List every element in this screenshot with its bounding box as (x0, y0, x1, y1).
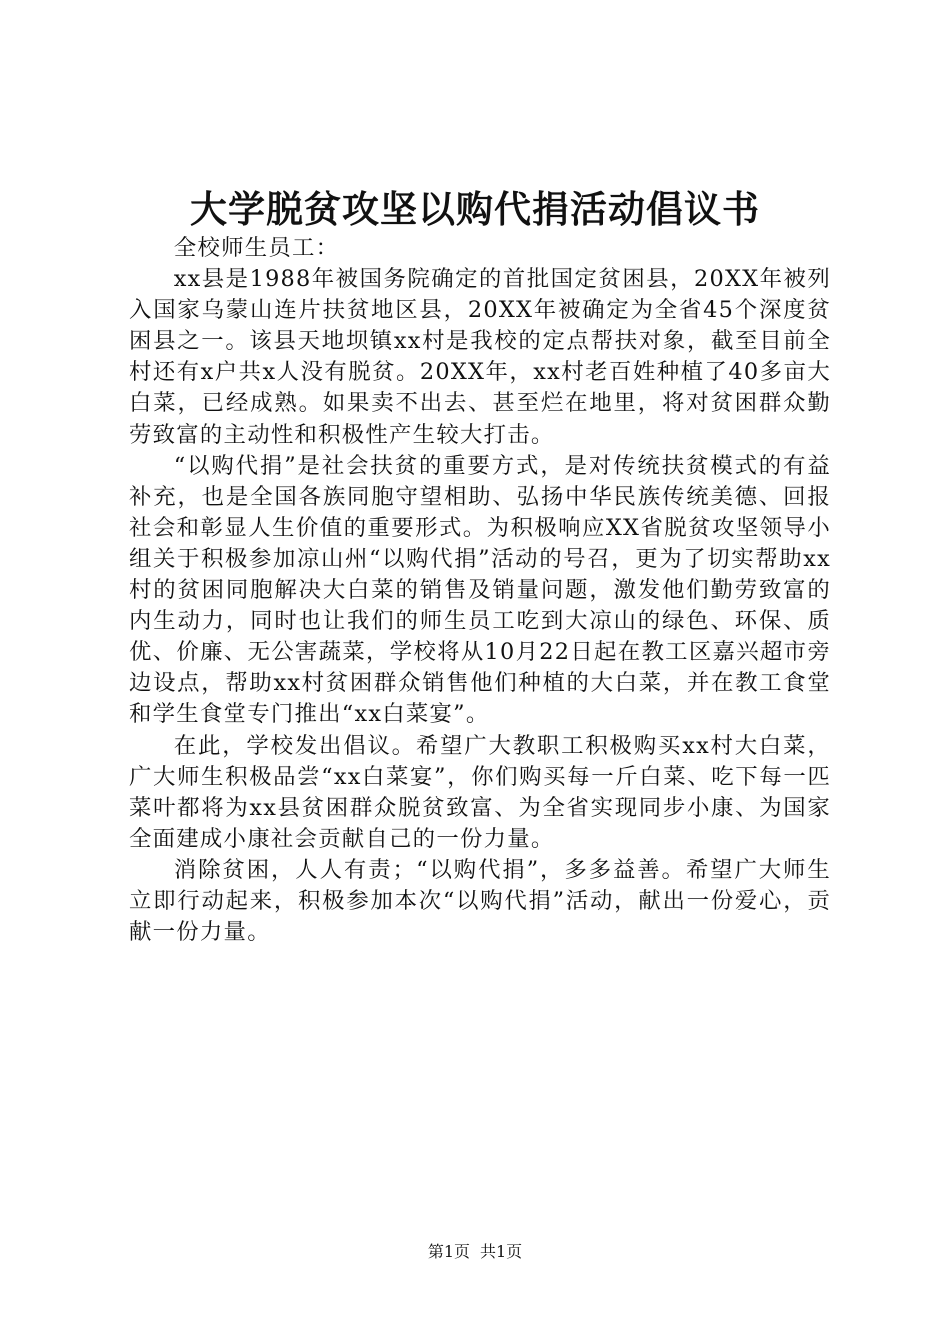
document-title: 大学脱贫攻坚以购代捐活动倡议书 (190, 188, 760, 231)
salutation: 全校师生员工： (173, 235, 340, 261)
paragraph-1: xx县是1988年被国务院确定的首批国定贫困县，20XX年被列入国家乌蒙山连片扶贫地区县，20XX年被确定为全省45个深度贫困县之一。该县天地坝镇xx村是我校的定点帮扶对象，截至目前全村还有x户共x人没有脱贫。20XX年，xx村老百姓种植了40多亩大白菜，已经成熟。如果卖不出去、甚至烂在地里，将对贫困群众勤劳致富的主动性和积极性产生较大打击。 (129, 266, 831, 448)
paragraph-2: “以购代捐”是社会扶贫的重要方式，是对传统扶贫模式的有益补充，也是全国各族同胞守望相助、弘扬中华民族传统美德、回报社会和彰显人生价值的重要形式。为积极响应XX省脱贫攻坚领导小组关于积极参加凉山州“以购代捐”活动的号召，更为了切实帮助xx村的贫困同胞解决大白菜的销售及销量问题，激发他们勤劳致富的内生动力，同时也让我们的师生员工吃到大凉山的绿色、环保、质优、价廉、无公害蔬菜，学校将从10月22日起在教工区嘉兴超市旁边设点，帮助xx村贫困群众销售他们种植的大白菜，并在教工食堂和学生食堂专门推出“xx白菜宴”。 (129, 452, 831, 728)
page-number: 第1页 (427, 1242, 470, 1261)
page-total: 共1页 (480, 1242, 523, 1261)
paragraph-4: 消除贫困，人人有责；“以购代捐”，多多益善。希望广大师生立即行动起来，积极参加本次“以购代捐”活动，献出一份爱心，贡献一份力量。 (129, 856, 831, 946)
page-footer (0, 1242, 950, 1262)
document-body (129, 233, 831, 948)
paragraph-3: 在此，学校发出倡议。希望广大教职工积极购买xx村大白菜，广大师生积极品尝“xx白菜宴”，你们购买每一斤白菜、吃下每一匹菜叶都将为xx县贫困群众脱贫致富、为全省实现同步小康、为国家全面建成小康社会贡献自己的一份力量。 (129, 732, 831, 852)
